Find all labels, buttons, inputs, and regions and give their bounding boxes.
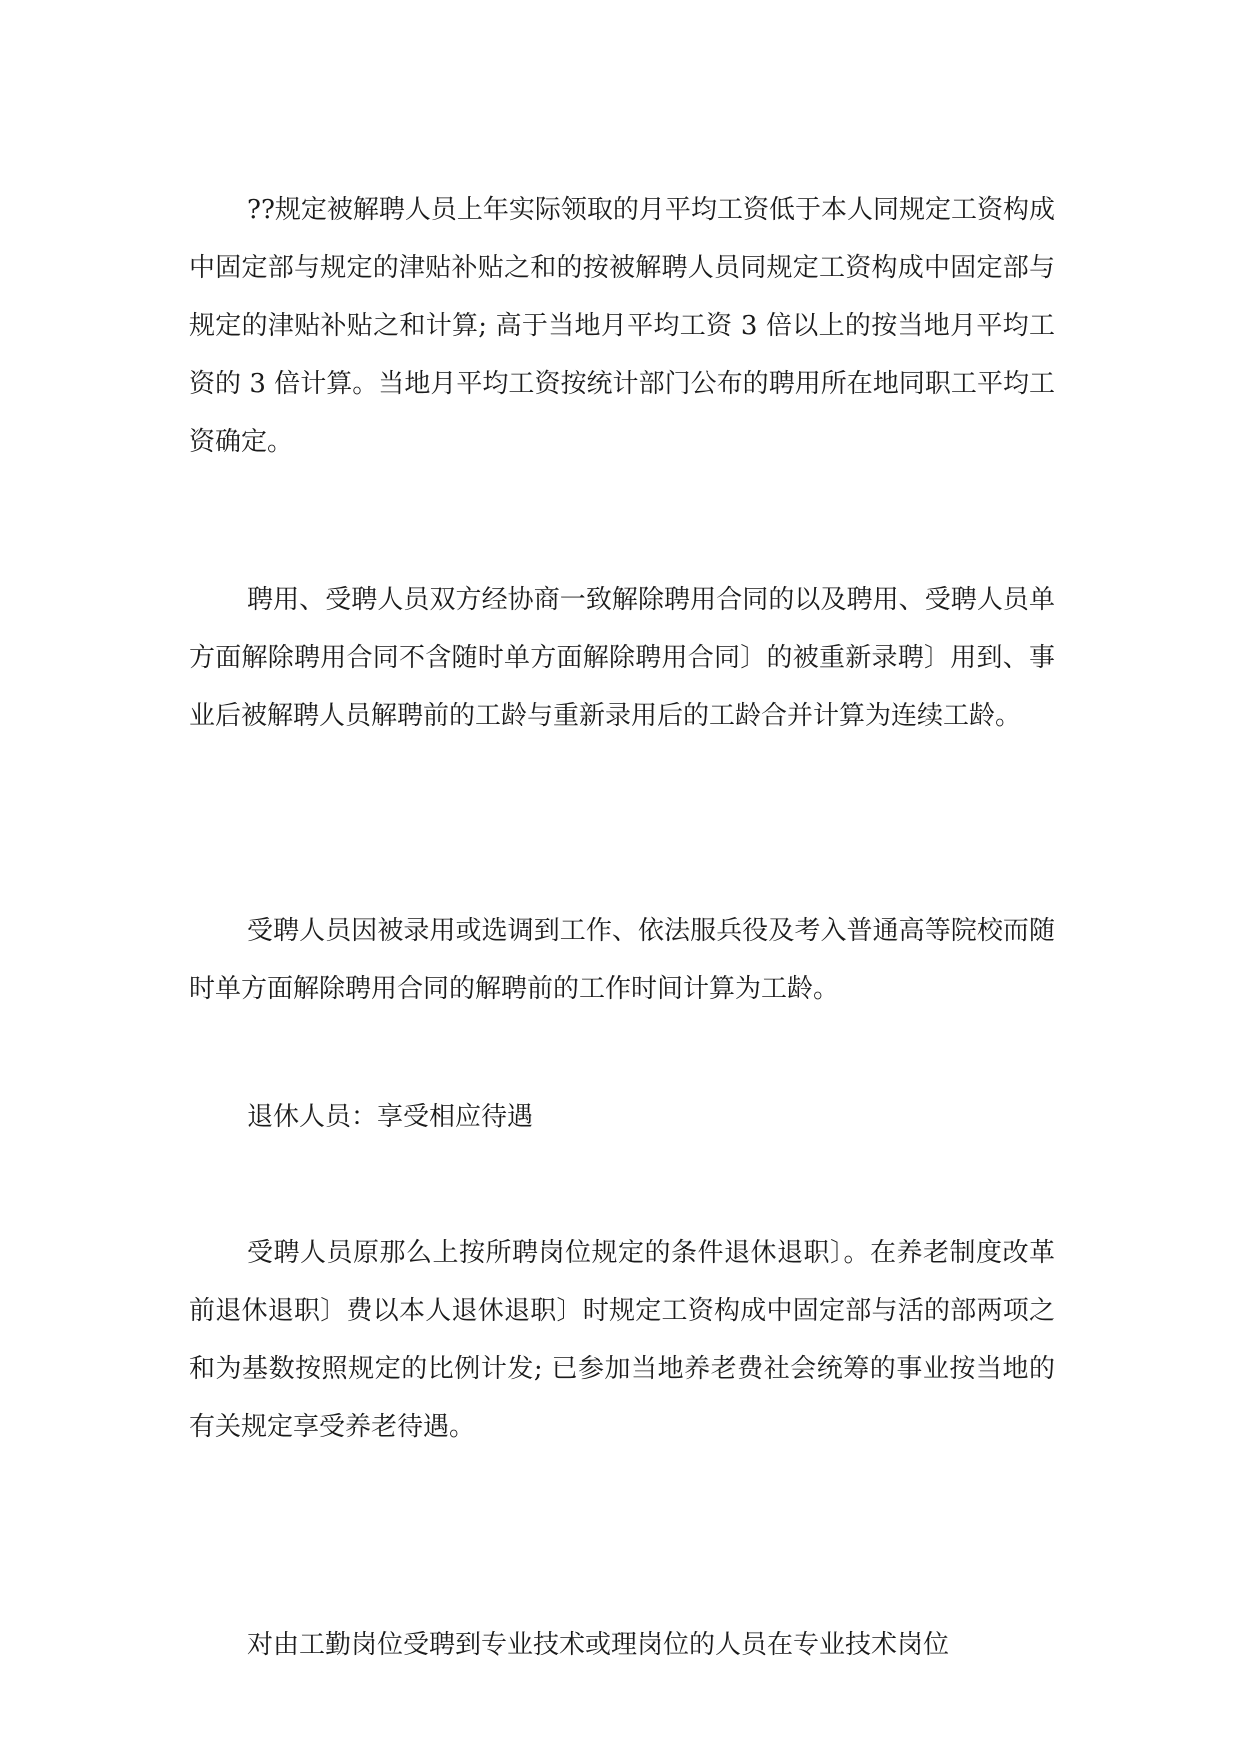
- paragraph-retirement-rules: 受聘人员原那么上按所聘岗位规定的条件退休退职〕。在养老制度改革前退休退职〕费以本人退休退职〕时规定工资构成中固定部与活的部两项之和为基数按照规定的比例计发; 已参加当地养老费社会统筹的事业按当地的有关规定享受养老待遇。: [189, 1238, 1055, 1442]
- paragraph-service-years-rehire: 聘用、受聘人员双方经协商一致解除聘用合同的以及聘用、受聘人员单方面解除聘用合同不含随时单方面解除聘用合同〕的被重新录聘〕用到、事业后被解聘人员解聘前的工龄与重新录用后的工龄合并计算为连续工龄。: [189, 585, 1055, 731]
- paragraph-retiree-heading: 退休人员：享受相应待遇: [247, 1102, 534, 1132]
- paragraph-post-transfer: 对由工勤岗位受聘到专业技术或理岗位的人员在专业技术岗位: [247, 1630, 950, 1660]
- paragraph-service-years-resignation: 受聘人员因被录用或选调到工作、依法服兵役及考入普通高等院校而随时单方面解除聘用合同的解聘前的工作时间计算为工龄。: [189, 916, 1055, 1004]
- paragraph-salary-calculation: ??规定被解聘人员上年实际领取的月平均工资低于本人同规定工资构成中固定部与规定的津贴补贴之和的按被解聘人员同规定工资构成中固定部与规定的津贴补贴之和计算; 高于当地月平均工资 3 倍以上的按当地月平均工资的 3 倍计算。当地月平均工资按统计部门公布的聘用所在地同职工平均工资确定。: [189, 195, 1055, 457]
